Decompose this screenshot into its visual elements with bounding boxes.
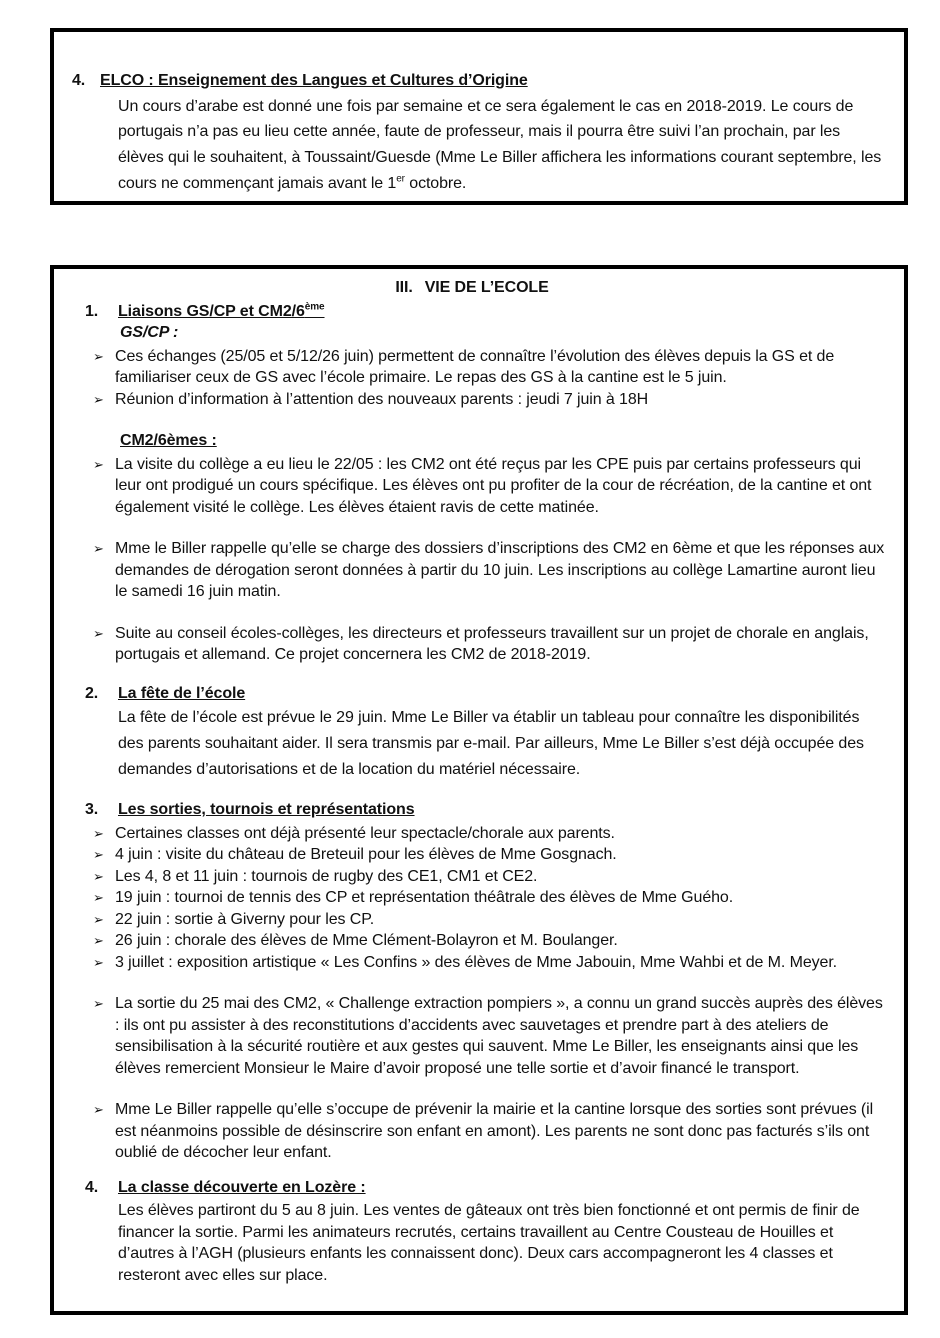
arrow-bullet-icon: ➢ — [93, 541, 104, 556]
subheading-gs-cp: GS/CP : — [120, 324, 179, 341]
arrow-bullet-icon: ➢ — [93, 996, 104, 1012]
list-item-text: La visite du collège a eu lieu le 22/05 : les CM2 ont été reçus par les CPE puis par certains professeurs qui leur ont prodigué un cours spécifique. Les élèves ont pu profiter de la cour de récréation, de la cantine et ont également visité le collège. Les élèves étaient ravis de cette matinée. — [115, 455, 872, 516]
heading-sorties-number: 3. — [85, 801, 99, 819]
list-item — [93, 389, 890, 411]
arrow-bullet-icon: ➢ — [93, 456, 104, 472]
subheading-cm2-6emes: CM2/6èmes : — [120, 432, 217, 449]
elco-heading-number: 4. — [72, 72, 86, 89]
section-title — [54, 277, 890, 299]
list-item-text: 19 juin : tournoi de tennis des CP et représentation théâtrale des élèves de Mme Guého. — [115, 889, 734, 907]
list-item — [93, 1099, 890, 1164]
lozere-body-paragraph: Les élèves partiront du 5 au 8 juin. Les ventes de gâteaux ont très bien fonctionné et ont permis de finir de financer la sortie. Parmi les animateurs recrutés, certains travaillent au Centre Cousteau de Houilles et d’autres à l’AGH (plusieurs enfants les connaissent donc). Deux cars accompagneront les 4 classes et resteront avec elles sur place. — [118, 1202, 860, 1284]
list-item-text: 22 juin : sortie à Giverny pour les CP. — [115, 910, 375, 928]
elco-section-box — [50, 28, 908, 205]
list-item — [93, 909, 890, 931]
list-item-text: Certaines classes ont déjà présenté leur spectacle/chorale aux parents. — [115, 824, 615, 842]
list-item-text: La sortie du 25 mai des CM2, « Challenge extraction pompiers », a connu un grand succès auprès des élèves : ils ont pu assister à des reconstitutions d’accidents avec sauvetages et prendre part à des ateliers de sensibilisation à la sécurité routière et aux gestes qui sauvent. Mme Le Biller, les enseignants ainsi que les élèves remercient Monsieur le Maire d’avoir proposé une telle sortie et d’avoir financé le transport. — [115, 995, 883, 1077]
list-item-text: Suite au conseil écoles-collèges, les directeurs et professeurs travaillent sur un projet de chorale en anglais, portugais et allemand. Ce projet concernera les CM2 de 2018-2019. — [115, 624, 869, 663]
list-item-text: Mme le Biller rappelle qu’elle se charge des dossiers d’inscriptions des CM2 en 6ème et que les réponses aux demandes de dérogation seront données à partir du 10 juin. Les inscriptions au collège Lamartine auront lieu le samedi 16 juin matin. — [115, 540, 885, 600]
list-item-text: Ces échanges (25/05 et 5/12/26 juin) permettent de connaître l’évolution des élèves depuis la GS et de familiariser ceux de GS avec l’école primaire. Le repas des GS à la cantine est le 5 juin. — [115, 347, 835, 386]
heading-fete-text: La fête de l’école — [118, 684, 246, 702]
list-item — [93, 538, 890, 603]
heading-fete-number: 2. — [85, 684, 99, 702]
list-item — [93, 887, 890, 909]
arrow-bullet-icon: ➢ — [93, 348, 104, 364]
arrow-bullet-icon: ➢ — [93, 954, 104, 970]
arrow-bullet-icon: ➢ — [93, 890, 104, 906]
heading-lozere-number: 4. — [85, 1178, 99, 1196]
list-item-text: Les 4, 8 et 11 juin : tournois de rugby des CE1, CM1 et CE2. — [115, 867, 538, 885]
heading-fete — [85, 683, 890, 705]
list-item-text: 4 juin : visite du château de Breteuil pour les élèves de Mme Gosgnach. — [115, 846, 617, 864]
section-title-text: VIE DE L’ECOLE — [424, 279, 549, 296]
vie-de-lecole-section-box — [50, 265, 908, 1315]
elco-body-text-end: octobre. — [404, 174, 467, 192]
elco-body-paragraph — [118, 94, 888, 197]
section-title-number: III. — [395, 279, 413, 296]
heading-sorties-text: Les sorties, tournois et représentations — [118, 801, 415, 819]
list-item — [93, 823, 890, 845]
list-item — [93, 454, 890, 519]
elco-body-text: Un cours d’arabe est donné une fois par semaine et ce sera également le cas en 2018-2019. Le cours de portugais n’a pas eu lieu cette année, faute de professeur, mais il pourra être suivi l’an prochain, par les élèves qui le souhaitent, à Toussaint/Guesde (Mme Le Biller affichera les informations courant septembre, les cours ne commençant jamais avant le 1 — [118, 97, 882, 192]
list-item — [93, 346, 890, 389]
arrow-bullet-icon: ➢ — [93, 625, 104, 641]
list-item-text: Réunion d’information à l’attention des nouveaux parents : jeudi 7 juin à 18H — [115, 390, 649, 408]
heading-liaisons-number: 1. — [85, 302, 99, 320]
arrow-bullet-icon: ➢ — [93, 911, 104, 927]
list-item — [93, 952, 890, 974]
list-item — [93, 844, 890, 866]
heading-liaisons-text — [118, 301, 325, 323]
elco-ordinal-superscript: er — [396, 173, 405, 185]
list-item — [93, 993, 890, 1079]
elco-heading: ELCO : Enseignement des Langues et Cultures d’Origine — [100, 72, 528, 89]
fete-body-paragraph: La fête de l’école est prévue le 29 juin. Mme Le Biller va établir un tableau pour connaître les disponibilités des parents souhaitant aider. Il sera transmis par e-mail. Par ailleurs, Mme Le Biller s’est déjà occupée des demandes d’autorisations et de la location du matériel nécessaire. — [118, 709, 864, 778]
heading-liaisons — [85, 301, 890, 323]
list-item — [93, 623, 890, 666]
arrow-bullet-icon: ➢ — [93, 825, 104, 841]
elco-heading-row — [72, 70, 888, 92]
heading-sorties — [85, 799, 890, 821]
heading-liaisons-main: Liaisons GS/CP et CM2/6 — [118, 302, 305, 320]
heading-lozere-text: La classe découverte en Lozère : — [118, 1178, 366, 1196]
arrow-bullet-icon: ➢ — [93, 847, 104, 863]
list-item-text: 26 juin : chorale des élèves de Mme Clément-Bolayron et M. Boulanger. — [115, 932, 618, 950]
list-item-text: Mme Le Biller rappelle qu’elle s’occupe de prévenir la mairie et la cantine lorsque des sorties sont prévues (il est néanmoins possible de désinscrire son enfant en amont). Les parents ne sont donc pas facturés s’ils ont oublié de décocher leur enfant. — [115, 1101, 874, 1162]
heading-liaisons-superscript: ème — [304, 301, 325, 313]
list-item — [93, 866, 890, 888]
arrow-bullet-icon: ➢ — [93, 391, 104, 407]
list-item-text: 3 juillet : exposition artistique « Les Confins » des élèves de Mme Jabouin, Mme Wahbi et de M. Meyer. — [115, 953, 838, 971]
arrow-bullet-icon: ➢ — [93, 1102, 104, 1118]
arrow-bullet-icon: ➢ — [93, 868, 104, 884]
arrow-bullet-icon: ➢ — [93, 933, 104, 949]
list-item — [93, 930, 890, 952]
heading-lozere — [85, 1177, 890, 1199]
